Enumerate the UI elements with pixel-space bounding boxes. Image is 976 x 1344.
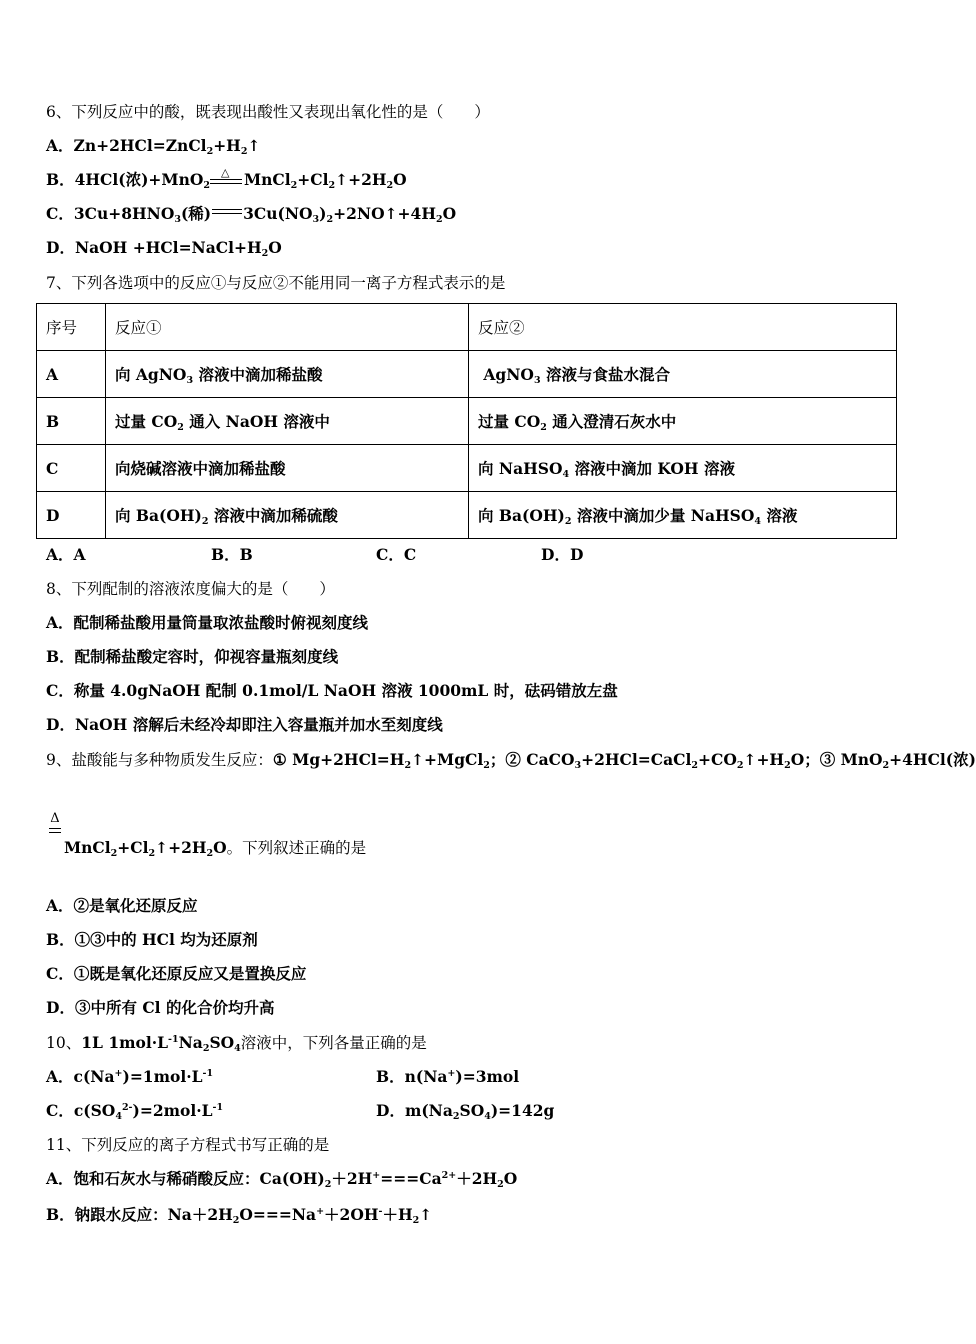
q10-prefix: 10、 — [46, 1034, 82, 1052]
q7-row-label: A — [37, 351, 106, 398]
table-row — [37, 445, 897, 492]
q9-option-c[interactable]: C．①既是氧化还原反应又是置换反应 — [46, 964, 307, 983]
q7-row-label: C — [37, 445, 106, 492]
q6-option-d[interactable]: D．NaOH $+HCl=NaCl+H_2O$ — [46, 238, 282, 259]
q7-row-label: B — [37, 398, 106, 445]
q7-cell: 过量 $CO_2$ 通入 NaOH 溶液中 — [106, 398, 469, 445]
q10-option-c[interactable]: C．$c(SO_4^{2-})=2mol\cdot L^{-1}$ — [46, 1101, 224, 1122]
double-equals-icon — [212, 209, 242, 214]
q7-table — [36, 303, 897, 539]
q7-option-b[interactable]: B．B — [211, 545, 253, 564]
q10-option-a[interactable]: A．$c(Na^+)=1mol\cdot L^{-1}$ — [46, 1067, 214, 1086]
q8-option-a[interactable]: A．配制稀盐酸用量筒量取浓盐酸时俯视刻度线 — [46, 613, 369, 632]
q7-cell: 向 $Ba(OH)_2$ 溶液中滴加少量 NaHSO$_4$ 溶液 — [469, 492, 897, 539]
q7-option-a[interactable]: A．A — [46, 545, 86, 564]
q11-option-b[interactable]: B．钠跟水反应：$Na+2H_2O===Na^++2OH^-+H_2↑$ — [46, 1205, 433, 1226]
q9-prefix: 9、盐酸能与多种物质发生反应： — [46, 751, 273, 769]
q7-header-reaction1: 反应① — [106, 304, 469, 351]
q6-d-text: NaOH +HCl=NaCl+H — [74, 238, 262, 257]
table-row — [37, 304, 897, 351]
q11-b-prefix: B．钠跟水反应： — [46, 1205, 168, 1224]
q6-option-a[interactable]: A．$Zn+2HCl=ZnCl_2+H_2↑$ — [46, 136, 261, 157]
q6-option-b[interactable]: B．4HCl(浓)+MnO$_2$ △ $MnCl_2+Cl_2↑+2H_2O$ — [46, 166, 407, 191]
q10-option-b[interactable]: B．n(Na+)=3mol — [376, 1067, 520, 1086]
q10-option-d[interactable]: D．$m(Na_2SO_4)=142g$ — [376, 1101, 555, 1122]
table-row — [37, 398, 897, 445]
q9-stem-continued: $MnCl_2+Cl_2↑+2H_2O$。下列叙述正确的是 — [64, 838, 367, 859]
q7-stem: 7、下列各选项中的反应①与反应②不能用同一离子方程式表示的是 — [46, 274, 506, 292]
q8-option-c[interactable]: C．称量 4.0gNaOH 配制 0.1mol/L NaOH 溶液 1000mL 时，砝码错放左盘 — [46, 681, 618, 700]
q9-tail: 。下列叙述正确的是 — [226, 839, 367, 857]
q11-option-a[interactable]: A．饱和石灰水与稀硝酸反应：$Ca(OH)_2+2H^+===Ca^{2+}+2H_2O$ — [46, 1169, 518, 1190]
q6-d-label: D． — [46, 238, 75, 257]
q7-header-reaction2: 反应② — [469, 304, 897, 351]
q11-a-prefix: A．饱和石灰水与稀硝酸反应： — [46, 1169, 260, 1188]
q11-stem: 11、下列反应的离子方程式书写正确的是 — [46, 1136, 330, 1154]
q9-option-b[interactable]: B．①③中的 HCl 均为还原剂 — [46, 930, 258, 949]
q7-cell: 过量 $CO_2$ 通入澄清石灰水中 — [469, 398, 897, 445]
q7-header-index: 序号 — [37, 304, 106, 351]
q7-row-label: D — [37, 492, 106, 539]
q6-b-label: B． — [46, 170, 75, 189]
q7-cell: 向 $Ba(OH)_2$ 溶液中滴加稀硫酸 — [106, 492, 469, 539]
q7-option-c[interactable]: C．C — [376, 545, 417, 564]
q9-delta: Δ — [50, 811, 60, 826]
q7-cell: AgNO$_3$ 溶液与食盐水混合 — [469, 351, 897, 398]
q8-stem: 8、下列配制的溶液浓度偏大的是（ ） — [46, 580, 335, 598]
heat-equals-icon: △ — [210, 170, 244, 190]
table-row — [37, 492, 897, 539]
q7-option-d[interactable]: D．D — [541, 545, 584, 564]
q10-stem: 10、1L $1mol\cdot L^{-1}Na_2SO_4$溶液中，下列各量正确的是 — [46, 1033, 427, 1054]
q7-cell: 向烧碱溶液中滴加稀盐酸 — [106, 445, 469, 492]
q8-option-d[interactable]: D．NaOH 溶解后未经冷却即注入容量瓶并加水至刻度线 — [46, 715, 443, 734]
q9-option-d[interactable]: D．③中所有 Cl 的化合价均升高 — [46, 998, 275, 1017]
heat-equals-icon — [48, 812, 62, 833]
table-row — [37, 351, 897, 398]
q10-tail: 溶液中，下列各量正确的是 — [240, 1034, 427, 1052]
q9-stem: 9、盐酸能与多种物质发生反应：① $Mg+2HCl=H_2↑+MgCl_2$；② $CaCO_3+2HCl=CaCl_2+CO_2↑+H_2O$；③ MnO$_2$+4HCl(浓) — [46, 750, 976, 771]
q6-option-c[interactable]: C．$3Cu+8HNO_3$(稀) $3Cu(NO_3)_2+2NO↑+4H_2O$ — [46, 204, 457, 225]
q8-option-b[interactable]: B．配制稀盐酸定容时，仰视容量瓶刻度线 — [46, 647, 339, 666]
q9-option-a[interactable]: A．②是氧化还原反应 — [46, 896, 198, 915]
q6-c-label: C． — [46, 204, 74, 223]
q7-cell: 向 AgNO$_3$ 溶液中滴加稀盐酸 — [106, 351, 469, 398]
q7-cell: 向 NaHSO$_4$ 溶液中滴加 KOH 溶液 — [469, 445, 897, 492]
q6-stem: 6、下列反应中的酸，既表现出酸性又表现出氧化性的是（ ） — [46, 103, 490, 121]
q6-a-label: A． — [46, 136, 74, 155]
